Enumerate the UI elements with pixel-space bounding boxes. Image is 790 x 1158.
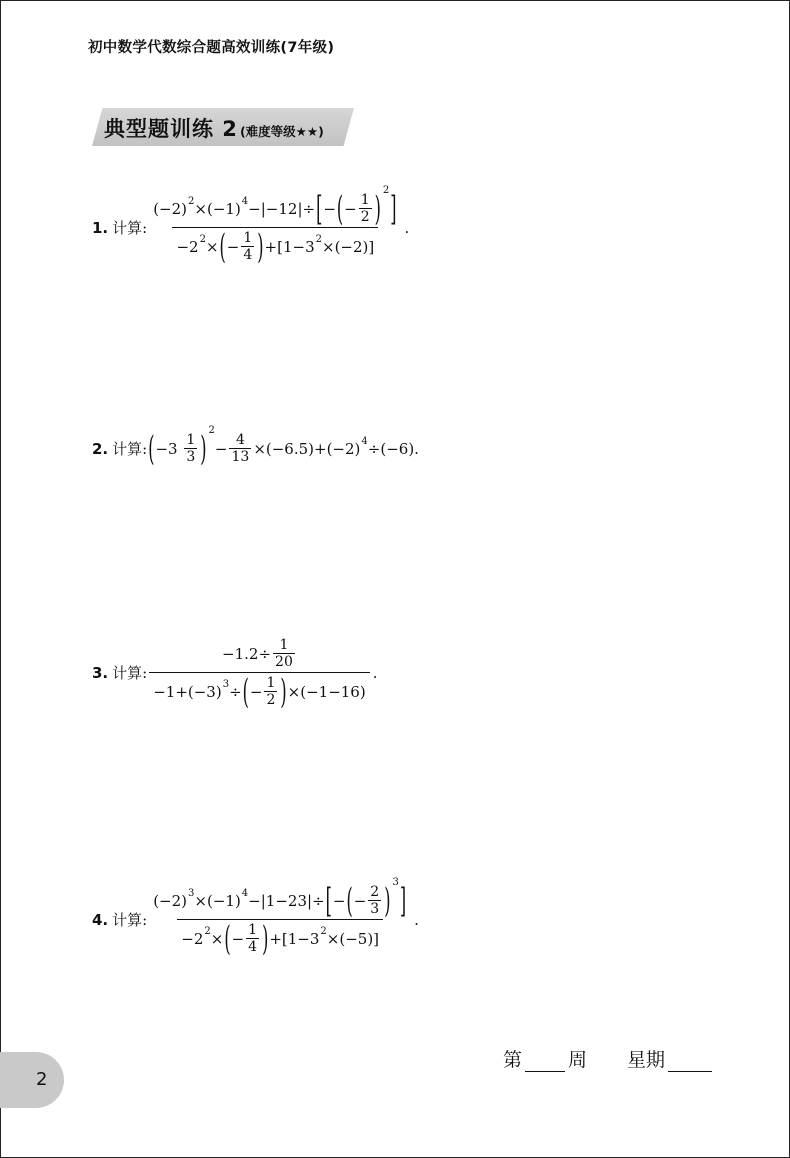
problem-4: 4. 计算: (−2) 3 ×(−1) 4 −|1−23|÷ [ − ( − $\frac{2}{3}$ ) 3 ] −2 2 × ( − $\frac{1}{4}$ ) +[1−3 2 ×(−5)] . (92, 877, 419, 959)
fraction-one-quarter: $\frac{1}{4}$ (248, 922, 258, 955)
problem-label: 计算: (112, 664, 148, 682)
section-title: 典型题训练 2 (104, 117, 238, 141)
difficulty-rating: (难度等级★★) (239, 124, 324, 139)
problem-label: 计算: (112, 440, 148, 458)
fraction-numerator: (−2) 2 ×(−1) 4 −|−12|÷ [ − ( − $\frac{1}{2}$ ) 2 ] (153, 185, 397, 229)
problem-number: 2. (92, 439, 109, 458)
problem-number: 1. (92, 218, 109, 237)
fraction-two-thirds: $\frac{2}{3}$ (370, 884, 380, 917)
weekday-label: 星期 (627, 1049, 666, 1071)
fraction-denominator: −2 2 × ( − $\frac{1}{4}$ ) +[1−3 2 ×(−2)] (172, 227, 378, 265)
problem-number: 4. (92, 910, 109, 929)
math-fraction (149, 635, 370, 710)
math-fraction (149, 877, 411, 959)
fraction-denominator: −2 2 × ( − $\frac{1}{4}$ ) +[1−3 2 ×(−5)] (177, 919, 383, 957)
page-number-tab (0, 1052, 64, 1108)
problem-2 (92, 425, 419, 469)
fraction-one-half: $\frac{1}{2}$ (266, 675, 276, 708)
problem-label: 计算: (112, 219, 148, 237)
math-fraction (149, 185, 401, 267)
fraction-one-quarter: $\frac{1}{4}$ (243, 230, 253, 263)
fraction-numerator: (−2) 3 ×(−1) 4 −|1−23|÷ [ − ( − $\frac{2}{3}$ ) 3 ] (153, 877, 407, 921)
fraction-one-twentieth: $\frac{1}{20}$ (275, 637, 293, 670)
section-title-wrap (104, 113, 324, 143)
fraction-one-half: $\frac{1}{2}$ (360, 192, 370, 225)
math-expression: ( −3 $\frac{1}{3}$ ) 2 − $\frac{4}{13}$ ×(−6.5)+(−2) 4 ÷(−6). (148, 425, 419, 469)
problem-number: 3. (92, 663, 109, 682)
week-suffix: 周 (568, 1049, 588, 1071)
page-number: 2 (36, 1069, 48, 1090)
fraction-four-thirteenths: $\frac{4}{13}$ (231, 432, 250, 465)
fraction-one-third: $\frac{1}{3}$ (186, 432, 196, 465)
problem-3: 3. 计算: −1.2÷ $\frac{1}{20}$ −1+(−3) 3 ÷ ( − $\frac{1}{2}$ ) ×(−1−16) . (92, 637, 378, 712)
week-blank[interactable] (525, 1051, 565, 1072)
weekday-blank[interactable] (668, 1051, 712, 1072)
date-footer (503, 1045, 712, 1072)
running-title: 初中数学代数综合题高效训练(7年级) (88, 40, 335, 56)
problem-label: 计算: (112, 911, 148, 929)
problem-1: 1. 计算: (−2) 2 ×(−1) 4 −|−12|÷ [ − ( − $\frac{1}{2}$ ) 2 ] −2 2 × ( − $\frac{1}{4}$ ) +[1−3 2 ×(−2)] . (92, 185, 410, 267)
week-prefix: 第 (503, 1049, 523, 1071)
fraction-numerator: −1.2÷ $\frac{1}{20}$ (222, 637, 293, 670)
fraction-denominator: −1+(−3) 3 ÷ ( − $\frac{1}{2}$ ) ×(−1−16) (149, 672, 370, 710)
